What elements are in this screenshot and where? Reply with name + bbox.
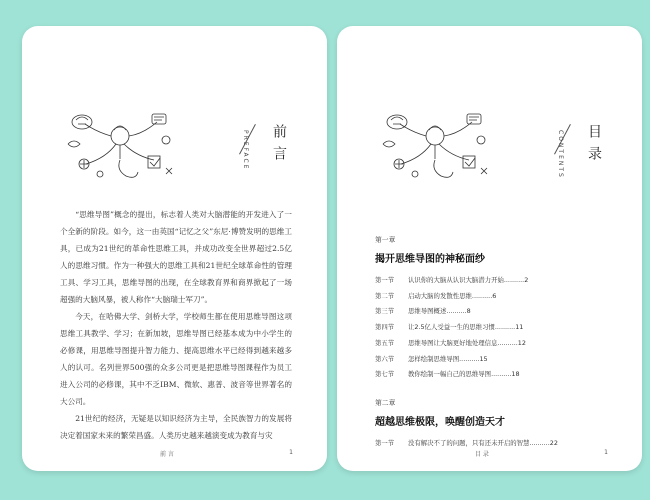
contents-english-label: CONTENTS [557, 130, 564, 179]
toc-page: 12 [517, 338, 526, 347]
page-number: 1 [604, 449, 608, 456]
toc-title: 启动大脑的发散性思维 [408, 291, 472, 300]
page-number: 1 [289, 449, 293, 456]
chapter-label: 第二章 [375, 398, 396, 407]
toc-entry[interactable] [375, 352, 605, 368]
preface-heading [242, 124, 289, 170]
preface-body [60, 206, 292, 444]
toc-title: 思维导图概述 [408, 307, 447, 316]
heading-divider [255, 124, 257, 150]
mind-map-doodle-illustration [60, 104, 180, 184]
toc-section: 第三节 [375, 307, 395, 316]
toc-page: 6 [492, 291, 497, 300]
toc-leader: .......... [491, 370, 512, 379]
toc-entry[interactable] [375, 304, 605, 320]
toc-section: 第七节 [375, 370, 395, 379]
chapter-title[interactable]: 超越思维极限，唤醒创造天才 [375, 416, 505, 428]
toc-entry[interactable] [375, 273, 605, 289]
toc-entry[interactable] [375, 367, 605, 383]
chapter-title[interactable]: 揭开思维导图的神秘面纱 [375, 254, 485, 265]
toc-entry[interactable] [375, 320, 605, 336]
preface-paragraph: 今天，在哈佛大学、剑桥大学，学校师生都在使用思维导图这项思维工具教学、学习；在新加坡，思维导图已经基本成为中小学生的必修课，用思维导图提升智力能力、提高思维水平已经得到越来越多人的认可。名列世界500强的众多公司更是把思维导图课程作为员工进入公司的必修课，其中不乏IBM、微软、惠普、波音等世界著名的大公司。 [60, 312, 292, 406]
footer-section-name: 目 录 [475, 451, 489, 458]
toc-section: 第四节 [375, 323, 395, 332]
toc-section: 第一节 [375, 276, 395, 284]
toc-page: 15 [479, 354, 488, 363]
toc-leader: .......... [497, 338, 518, 347]
toc-section: 第一节 [375, 438, 395, 447]
toc-entry[interactable] [375, 336, 605, 352]
contents-heading [557, 124, 604, 179]
toc-page: 2 [524, 276, 529, 284]
toc-leader: .......... [529, 438, 550, 447]
toc-page: 8 [466, 307, 471, 316]
chapter-label: 第一章 [375, 236, 396, 244]
contents-page [337, 26, 642, 471]
table-of-contents [375, 234, 605, 466]
preface-paragraph: “思维导图”概念的提出，标志着人类对大脑潜能的开发进入了一个全新的阶段。如今，这一由英国“记忆之父”东尼·博赞发明的思维工具，已成为21世纪的革命性思维工具，并成功改变全世界超过2.5亿人的思维习惯。作为一种强大的思维工具和21世纪全球革命性的管理工具、学习工具，思维导图的出现，在全球教育界和商界掀起了一场超强的大脑风暴，被人称作“大脑瑞士军刀”。 [60, 210, 292, 304]
contents-title: 目录 [586, 124, 602, 168]
preface-page [22, 26, 327, 471]
toc-title: 怎样绘制思维导图 [408, 354, 460, 363]
toc-section: 第五节 [375, 338, 395, 347]
chapter-block [375, 397, 605, 452]
toc-page: 22 [549, 438, 558, 447]
toc-leader: .......... [459, 354, 480, 363]
toc-entry[interactable] [375, 436, 605, 452]
toc-leader: .......... [446, 307, 467, 316]
toc-title: 没有解决不了的问题，只有还未开启的智慧 [408, 438, 530, 447]
toc-section: 第六节 [375, 354, 395, 363]
heading-divider [570, 124, 572, 150]
preface-english-label: PREFACE [242, 130, 249, 171]
toc-title: 让2.5亿人受益一生的思维习惯 [408, 323, 495, 332]
toc-page: 11 [515, 323, 524, 332]
mind-map-doodle-illustration [375, 104, 495, 184]
toc-entry[interactable] [375, 289, 605, 305]
toc-leader: .......... [471, 291, 493, 300]
toc-title: 教你绘制一幅自己的思维导图 [408, 370, 492, 379]
toc-section: 第二节 [375, 291, 395, 300]
toc-leader: .......... [503, 276, 525, 284]
chapter-block [375, 234, 605, 383]
toc-leader: .......... [494, 323, 516, 332]
toc-title: 认识你的大脑从认识大脑潜力开始 [408, 276, 504, 284]
toc-page: 18 [511, 370, 520, 379]
preface-title: 前言 [271, 124, 287, 168]
toc-title: 思维导图让大脑更好地处理信息 [408, 338, 498, 347]
preface-paragraph: 21世纪的经济，无疑是以知识经济为主导，全民族智力的发展将决定着国家未来的繁荣昌盛。人类历史越来越演变成为教育与灾 [60, 414, 292, 440]
footer-section-name: 前 言 [160, 451, 174, 458]
